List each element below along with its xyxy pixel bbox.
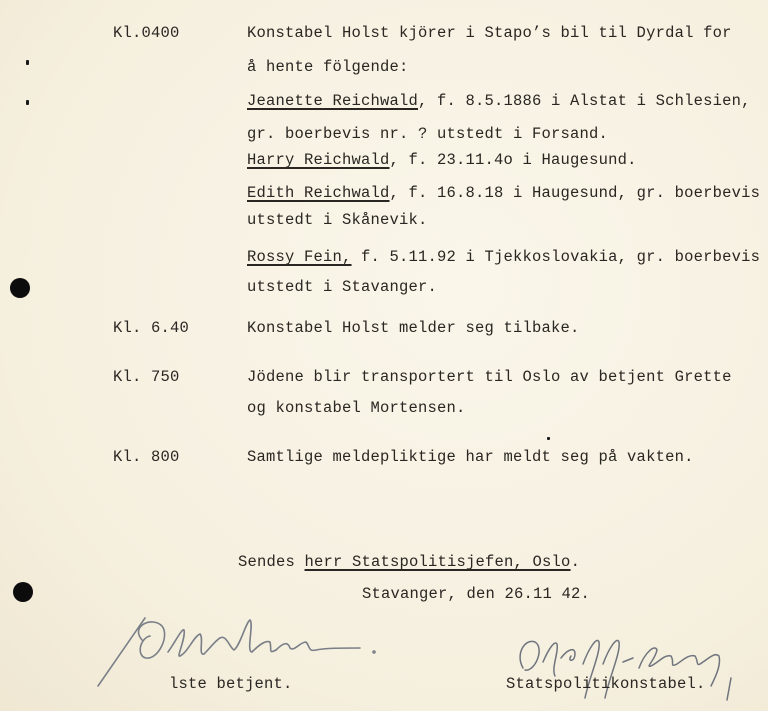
person-line: Harry Reichwald, f. 23.11.4o i Haugesund. (247, 151, 637, 169)
entry-text: Samtlige meldepliktige har meldt seg på vakten. (247, 448, 694, 466)
person-line: Rossy Fein, f. 5.11.92 i Tjekkoslovakia, gr. boerbevis (247, 248, 761, 266)
recipient: herr Statspolitisjefen, Oslo (304, 553, 571, 571)
person-name: Rossy Fein, (247, 248, 352, 266)
person-line-cont: utstedt i Skånevik. (247, 211, 428, 229)
place-date: Stavanger, den 26.11 42. (362, 585, 591, 603)
entry-time: Kl. 6.40 (113, 319, 190, 337)
punch-hole (10, 278, 30, 298)
send-to-line: Sendes herr Statspolitisjefen, Oslo. (238, 553, 581, 571)
person-line-cont: gr. boerbevis nr. ? utstedt i Forsand. (247, 125, 609, 143)
stray-mark (547, 437, 550, 440)
entry-text: Konstabel Holst melder seg tilbake. (247, 319, 580, 337)
person-line-cont: utstedt i Stavanger. (247, 278, 438, 296)
person-line: Edith Reichwald, f. 16.8.18 i Haugesund, gr. boerbevis (247, 184, 761, 202)
margin-mark (26, 60, 29, 65)
signature-right (505, 628, 745, 708)
entry-text: og konstabel Mortensen. (247, 399, 466, 417)
person-name: Harry Reichwald (247, 151, 390, 169)
signature-title: Statspolitikonstabel. (506, 675, 706, 693)
entry-time: Kl.0400 (113, 24, 180, 42)
person-name: Edith Reichwald (247, 184, 390, 202)
punch-hole (13, 582, 33, 602)
signature-title: lste betjent. (169, 675, 293, 693)
entry-text: å hente fölgende: (247, 58, 409, 76)
person-name: Jeanette Reichwald (247, 92, 419, 110)
entry-time: Kl. 750 (113, 368, 180, 386)
entry-time: Kl. 800 (113, 448, 180, 466)
person-line: Jeanette Reichwald, f. 8.5.1886 i Alstat i Schlesien, (247, 92, 751, 110)
margin-mark (26, 100, 29, 105)
entry-text: Jödene blir transportert til Oslo av betjent Grette (247, 368, 732, 386)
entry-text: Konstabel Holst kjörer i Stapo’s bil til Dyrdal for (247, 24, 732, 42)
